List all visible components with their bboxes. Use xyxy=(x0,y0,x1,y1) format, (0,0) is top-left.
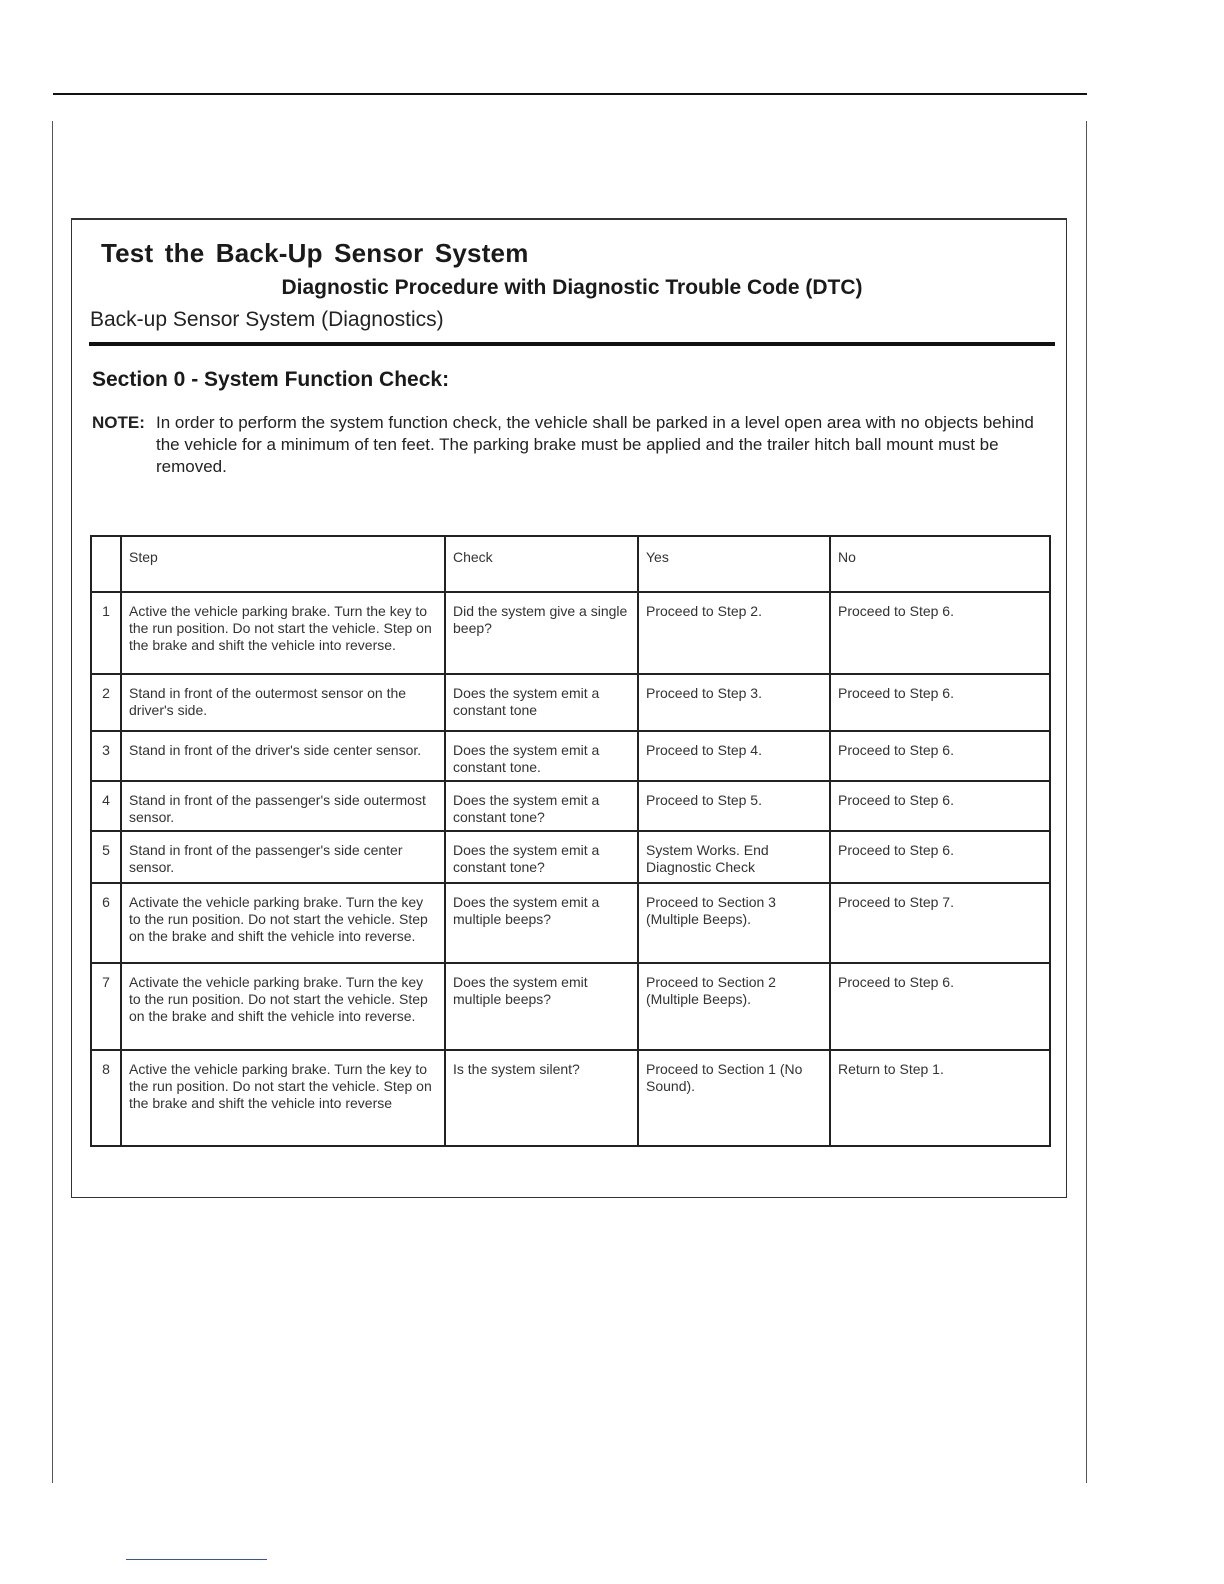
header-rule xyxy=(53,93,1087,95)
procedure-subtitle: Diagnostic Procedure with Diagnostic Trouble Code (DTC) xyxy=(281,276,863,299)
table-row xyxy=(91,592,1050,674)
check-cell: Does the system emit a constant tone? xyxy=(445,831,638,883)
step-cell: Stand in front of the passenger's side center sensor. xyxy=(121,831,445,883)
system-name: Back-up Sensor System (Diagnostics) xyxy=(90,308,444,331)
header-num xyxy=(91,536,121,592)
step-number: 1 xyxy=(91,592,121,674)
note-label: NOTE: xyxy=(92,413,145,432)
yes-cell: Proceed to Step 4. xyxy=(638,731,830,781)
step-cell: Stand in front of the passenger's side outermost sensor. xyxy=(121,781,445,831)
header-step: Step xyxy=(121,536,445,592)
step-number: 6 xyxy=(91,883,121,963)
no-cell: Return to Step 1. xyxy=(830,1050,1050,1146)
note-block xyxy=(92,412,1052,478)
step-number: 3 xyxy=(91,731,121,781)
no-cell: Proceed to Step 6. xyxy=(830,674,1050,731)
table-row xyxy=(91,1050,1050,1146)
no-cell: Proceed to Step 6. xyxy=(830,731,1050,781)
left-margin-rule xyxy=(52,121,53,1483)
note-text: In order to perform the system function check, the vehicle shall be parked in a level open area with no objects behind the vehicle for a minimum of ten feet. The parking brake must be applied and the trailer hitch ball mount must be removed. xyxy=(156,413,1034,476)
step-cell: Stand in front of the driver's side center sensor. xyxy=(121,731,445,781)
yes-cell: Proceed to Step 3. xyxy=(638,674,830,731)
yes-cell: System Works. End Diagnostic Check xyxy=(638,831,830,883)
table-header-row xyxy=(91,536,1050,592)
step-cell: Stand in front of the outermost sensor on the driver's side. xyxy=(121,674,445,731)
right-margin-rule xyxy=(1086,121,1087,1483)
diagnostic-table xyxy=(90,535,1051,1147)
table-row xyxy=(91,674,1050,731)
section-title: Section 0 - System Function Check: xyxy=(92,368,450,391)
check-cell: Does the system emit multiple beeps? xyxy=(445,963,638,1050)
table-row xyxy=(91,731,1050,781)
no-cell: Proceed to Step 6. xyxy=(830,592,1050,674)
no-cell: Proceed to Step 6. xyxy=(830,781,1050,831)
header-yes: Yes xyxy=(638,536,830,592)
check-cell: Is the system silent? xyxy=(445,1050,638,1146)
step-number: 7 xyxy=(91,963,121,1050)
check-cell: Does the system emit a constant tone. xyxy=(445,731,638,781)
table-row xyxy=(91,831,1050,883)
step-cell: Activate the vehicle parking brake. Turn the key to the run position. Do not start the vehicle. Step on the brake and shift the vehicle into reverse. xyxy=(121,963,445,1050)
table-row xyxy=(91,963,1050,1050)
check-cell: Does the system emit a constant tone xyxy=(445,674,638,731)
table-row xyxy=(91,883,1050,963)
yes-cell: Proceed to Section 3 (Multiple Beeps). xyxy=(638,883,830,963)
step-number: 5 xyxy=(91,831,121,883)
yes-cell: Proceed to Section 1 (No Sound). xyxy=(638,1050,830,1146)
page-title: Test the Back-Up Sensor System xyxy=(101,238,529,268)
check-cell: Does the system emit a multiple beeps? xyxy=(445,883,638,963)
no-cell: Proceed to Step 7. xyxy=(830,883,1050,963)
yes-cell: Proceed to Section 2 (Multiple Beeps). xyxy=(638,963,830,1050)
no-cell: Proceed to Step 6. xyxy=(830,831,1050,883)
check-cell: Does the system emit a constant tone? xyxy=(445,781,638,831)
step-number: 2 xyxy=(91,674,121,731)
step-cell: Activate the vehicle parking brake. Turn the key to the run position. Do not start the vehicle. Step on the brake and shift the vehicle into reverse. xyxy=(121,883,445,963)
title-divider xyxy=(89,342,1055,346)
step-number: 4 xyxy=(91,781,121,831)
step-cell: Active the vehicle parking brake. Turn the key to the run position. Do not start the vehicle. Step on the brake and shift the vehicle into reverse xyxy=(121,1050,445,1146)
header-check: Check xyxy=(445,536,638,592)
step-cell: Active the vehicle parking brake. Turn the key to the run position. Do not start the vehicle. Step on the brake and shift the vehicle into reverse. xyxy=(121,592,445,674)
header-no: No xyxy=(830,536,1050,592)
table-row xyxy=(91,781,1050,831)
no-cell: Proceed to Step 6. xyxy=(830,963,1050,1050)
yes-cell: Proceed to Step 2. xyxy=(638,592,830,674)
step-number: 8 xyxy=(91,1050,121,1146)
check-cell: Did the system give a single beep? xyxy=(445,592,638,674)
footer-link-underline xyxy=(126,1559,267,1560)
yes-cell: Proceed to Step 5. xyxy=(638,781,830,831)
